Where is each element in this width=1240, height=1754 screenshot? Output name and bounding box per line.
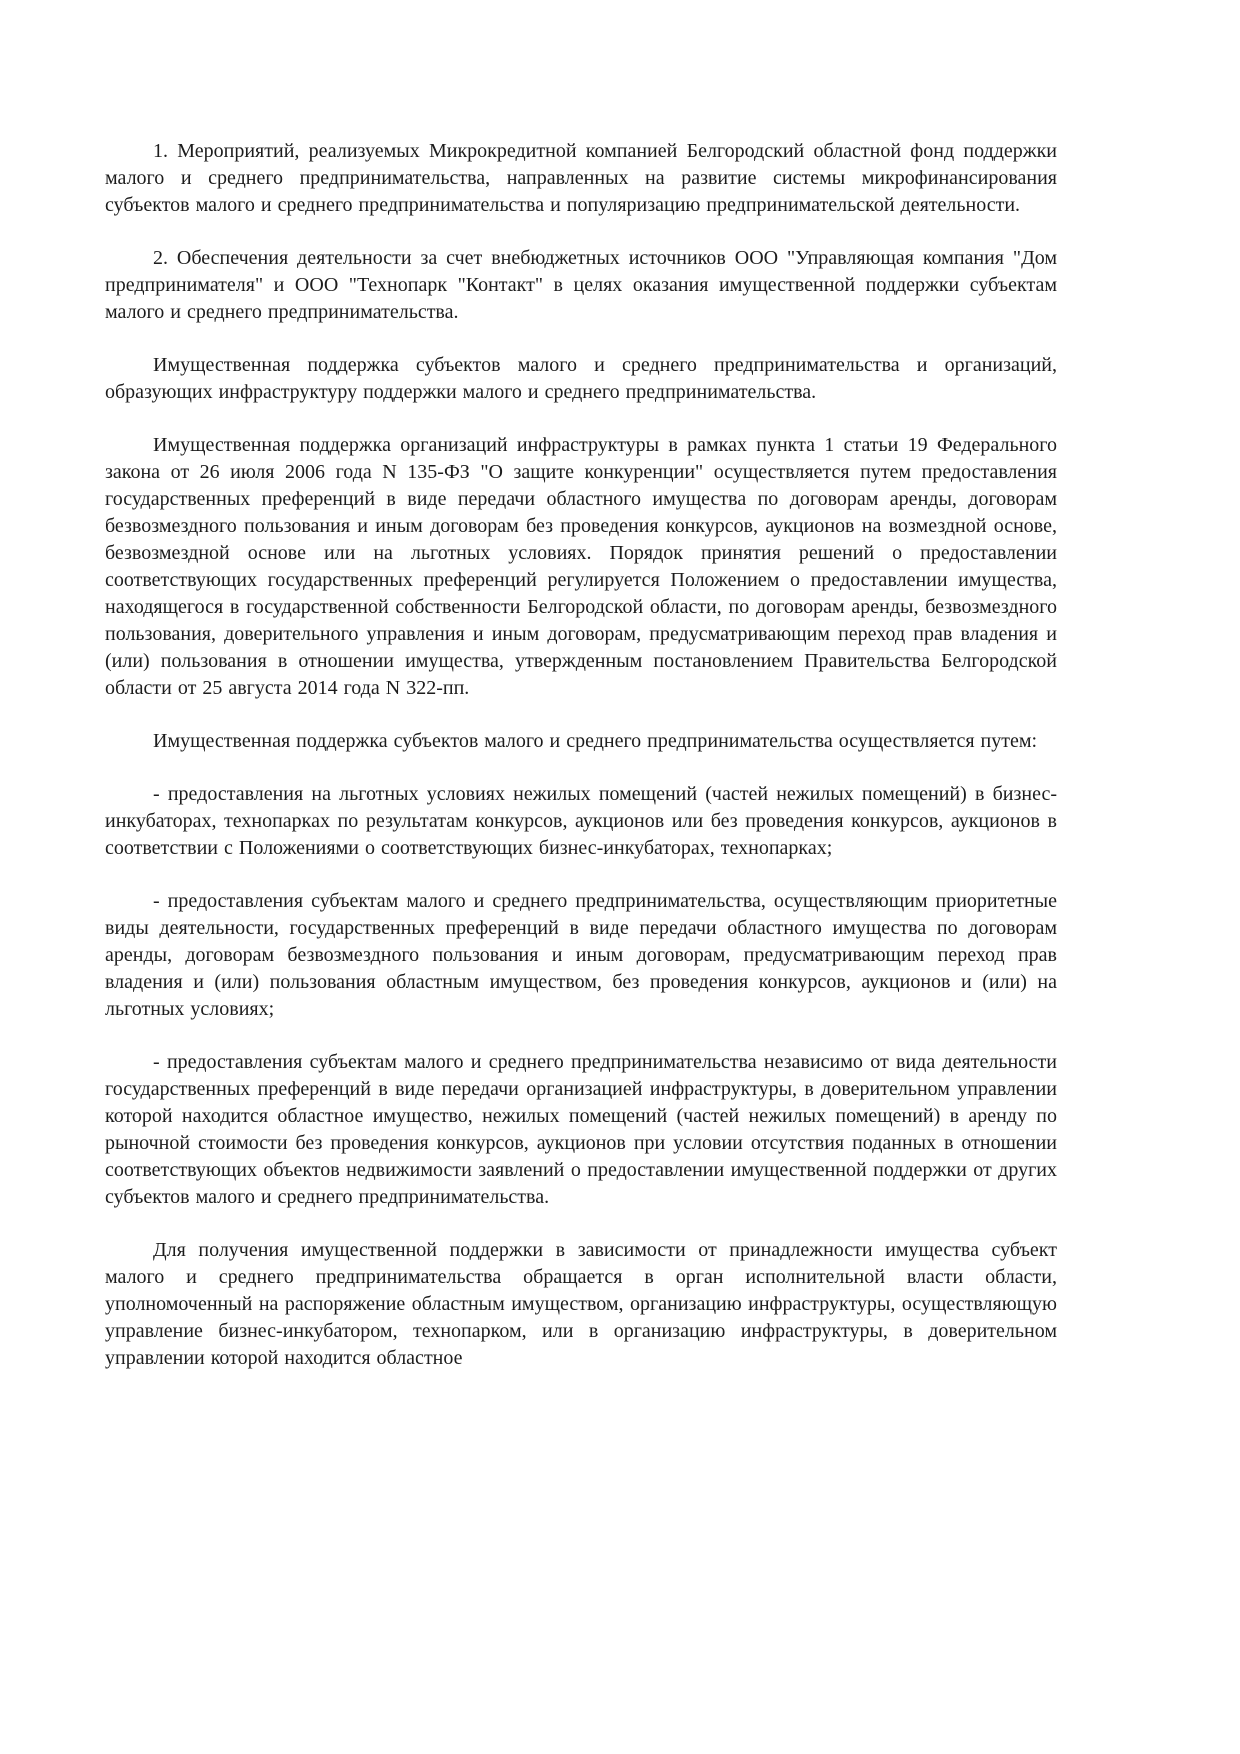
paragraph-2: 2. Обеспечения деятельности за счет внебюджетных источников ООО "Управляющая компания "Дом предпринимателя" и ООО "Технопарк "Контакт" в целях оказания имущественной поддержки субъектам малого и среднего предпринимательства. [105,247,1057,323]
paragraph-8-list-item: - предоставления субъектам малого и среднего предпринимательства независимо от вида деятельности государственных преференций в виде передачи организацией инфраструктуры, в доверительном управлении которой находится областное имущество, нежилых помещений (частей нежилых помещений) в аренду по рыночной стоимости без проведения конкурсов, аукционов при условии отсутствия поданных в отношении соответствующих объектов недвижимости заявлений о предоставлении имущественной поддержки от других субъектов малого и среднего предпринимательства. [105,1051,1057,1208]
paragraph-3: Имущественная поддержка субъектов малого и среднего предпринимательства и организаций, образующих инфраструктуру поддержки малого и среднего предпринимательства. [105,354,1057,403]
paragraph-5: Имущественная поддержка субъектов малого и среднего предпринимательства осуществляется путем: [153,730,1038,752]
paragraph-1: 1. Мероприятий, реализуемых Микрокредитной компанией Белгородский областной фонд поддержки малого и среднего предпринимательства, направленных на развитие системы микрофинансирования субъектов малого и среднего предпринимательства и популяризацию предпринимательской деятельности. [105,140,1057,216]
paragraph-9: Для получения имущественной поддержки в зависимости от принадлежности имущества субъект малого и среднего предпринимательства обращается в орган исполнительной власти области, уполномоченный на распоряжение областным имуществом, организацию инфраструктуры, осуществляющую управление бизнес-инкубатором, технопарком, или в организацию инфраструктуры, в доверительном управлении которой находится областное [105,1239,1057,1369]
paragraph-4: Имущественная поддержка организаций инфраструктуры в рамках пункта 1 статьи 19 Федерального закона от 26 июля 2006 года N 135-ФЗ "О защите конкуренции" осуществляется путем предоставления государственных преференций в виде передачи областного имущества по договорам аренды, договорам безвозмездного пользования и иным договорам без проведения конкурсов, аукционов на возмездной основе, безвозмездной основе или на льготных условиях. Порядок принятия решений о предоставлении соответствующих государственных преференций регулируется Положением о предоставлении имущества, находящегося в государственной собственности Белгородской области, по договорам аренды, безвозмездного пользования, доверительного управления и иным договорам, предусматривающим переход прав владения и (или) пользования в отношении имущества, утвержденным постановлением Правительства Белгородской области от 25 августа 2014 года N 322-пп. [105,434,1057,699]
paragraph-7-list-item: - предоставления субъектам малого и среднего предпринимательства, осуществляющим приоритетные виды деятельности, государственных преференций в виде передачи областного имущества по договорам аренды, договорам безвозмездного пользования и иным договорам, предусматривающим переход прав владения и (или) пользования областным имуществом, без проведения конкурсов, аукционов и (или) на льготных условиях; [105,890,1057,1020]
paragraph-6-list-item: - предоставления на льготных условиях нежилых помещений (частей нежилых помещений) в бизнес-инкубаторах, технопарках по результатам конкурсов, аукционов или без проведения конкурсов, аукционов в соответствии с Положениями о соответствующих бизнес-инкубаторах, технопарках; [105,783,1057,859]
document-body [105,138,1057,1372]
